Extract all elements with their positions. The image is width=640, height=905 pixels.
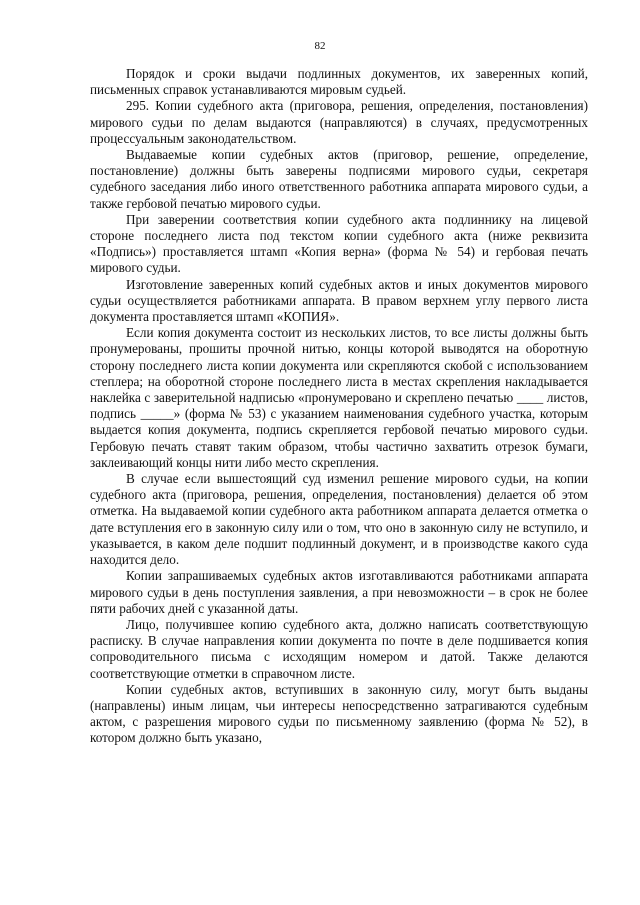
document-body [90,66,588,747]
page-number: 82 [314,40,326,52]
paragraph-5: Изготовление заверенных копий судебных актов и иных документов мирового судьи осуществляется работниками аппарата. В правом верхнем углу первого листа документа проставляется штамп «КОПИЯ». [90,276,588,325]
paragraph-9: Лицо, получившее копию судебного акта, должно написать соответствующую расписку. В случае направления копии документа по почте в деле подшивается копия сопроводительного письма с исходящим номером и датой. Также делаются соответствующие отметки в справочном листе. [90,616,588,681]
paragraph-8: Копии запрашиваемых судебных актов изготавливаются работниками аппарата мирового судьи в день поступления заявления, а при невозможности – в срок не более пяти рабочих дней с указанной даты. [90,568,588,616]
paragraph-2: 295. Копии судебного акта (приговора, решения, определения, постановления) мирового судьи по делам выдаются (направляются) в случаях, предусмотренных процессуальным законодательством. [90,98,588,146]
paragraph-3: Выдаваемые копии судебных актов (приговор, решение, определение, постановление) должны быть заверены подписями мирового судьи, секретаря судебного заседания либо иного ответственного работника аппарата мирового судьи, а также гербовой печатью мирового судьи. [90,147,588,211]
paragraph-1: Порядок и сроки выдачи подлинных документов, их заверенных копий, письменных справок устанавливаются мировым судьей. [90,66,588,98]
paragraph-10: Копии судебных актов, вступивших в законную силу, могут быть выданы (направлены) иным лицам, чьи интересы непосредственно затрагиваются судебным актом, с разрешения мирового судьи по письменному заявлению (форма № 52), в котором должно быть указано, [90,681,588,746]
paragraph-4: При заверении соответствия копии судебного акта подлиннику на лицевой стороне последнего листа под текстом копии судебного акта (ниже реквизита «Подпись») проставляется штамп «Копия верна» (форма № 54) и гербовая печать мирового судьи. [90,211,588,276]
paragraph-6: Если копия документа состоит из нескольких листов, то все листы должны быть пронумерованы, прошиты прочной нитью, концы которой выводятся на оборотную сторону последнего листа копии документа или скрепляются скобой с использованием степлера; на оборотной стороне последнего листа в местах скрепления накладывается наклейка с заверительной надписью «пронумеровано и скреплено печатью ____ листов, подпись _____» (форма № 53) с указанием наименования судебного участка, которым выдается копия документа, подпись скрепляется гербовой печатью мирового судьи. Гербовую печать ставят таким образом, чтобы частично захватить отрезок бумаги, заклеивающий концы нити либо место скрепления. [90,325,588,470]
paragraph-7: В случае если вышестоящий суд изменил решение мирового судьи, на копии судебного акта (приговора, решения, определения, постановления) делается об этом отметка. На выдаваемой копии судебного акта работником аппарата делается отметка о дате вступления его в законную силу или о том, что оно в законную силу не вступило, и указывается, в каком деле подшит подлинный документ, и в производстве какого суда находится дело. [90,471,588,568]
